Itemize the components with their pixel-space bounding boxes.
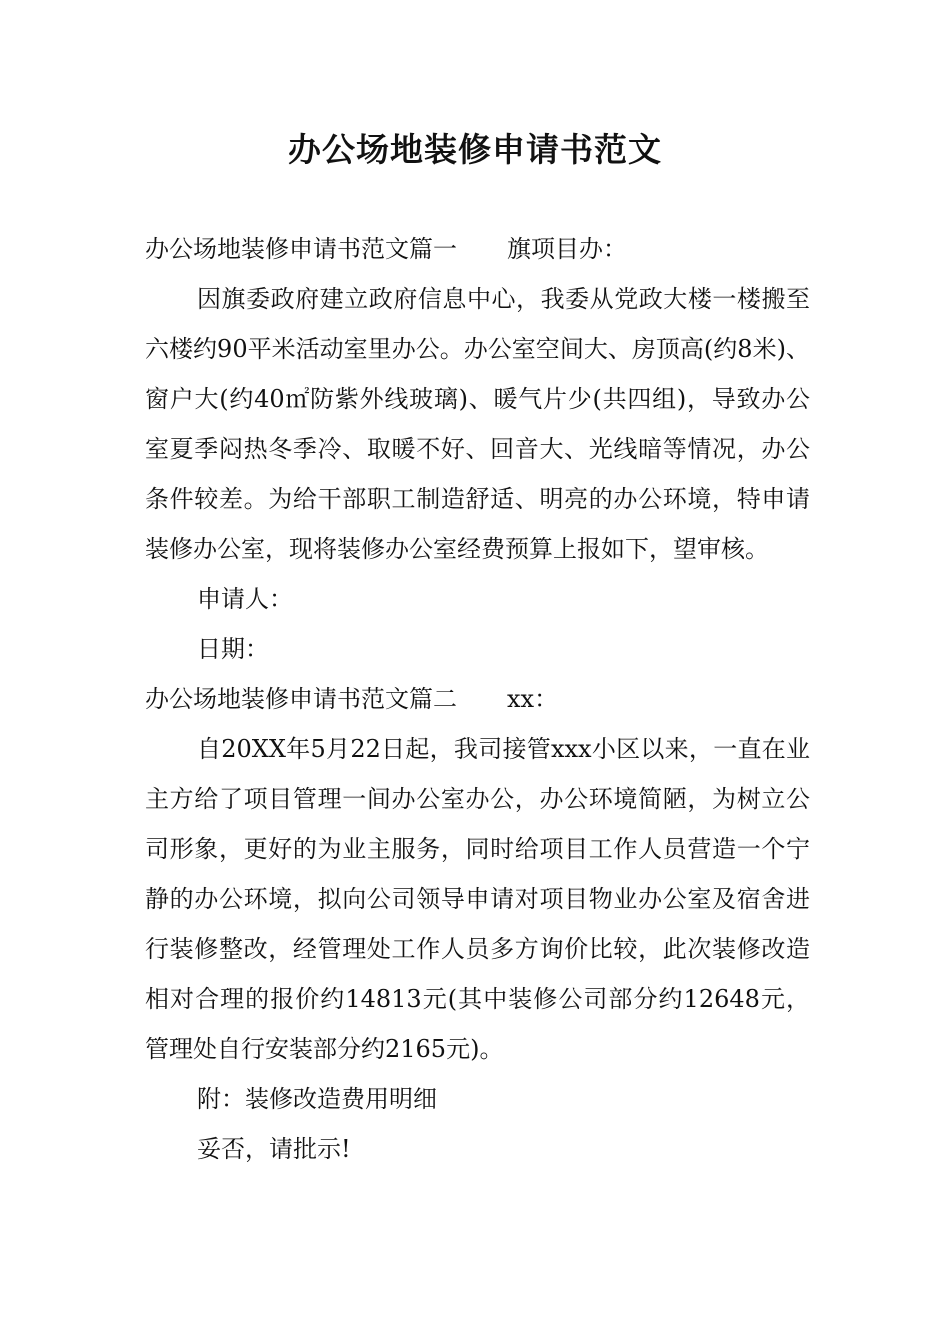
section2-heading: 办公场地装修申请书范文篇二: [145, 685, 457, 713]
section1-addressee: 旗项目办：: [507, 235, 627, 263]
section2-closing: 妥否，请批示!: [197, 1135, 351, 1163]
document-title: 办公场地装修申请书范文: [288, 130, 662, 169]
heading-spacer: [457, 224, 507, 274]
section2-heading-line: [145, 674, 810, 724]
document-body: [145, 224, 810, 1174]
section1-body: 因旗委政府建立政府信息中心，我委从党政大楼一楼搬至六楼约90平米活动室里办公。办公室空间大、房顶高(约8米)、窗户大(约40㎡防紫外线玻璃)、暖气片少(共四组)，导致办公室夏季闷热冬季冷、取暖不好、回音大、光线暗等情况，办公条件较差。为给干部职工制造舒适、明亮的办公环境，特申请装修办公室，现将装修办公室经费预算上报如下，望审核。: [145, 285, 810, 563]
heading-spacer: [457, 674, 507, 724]
section2-attachment: 附：装修改造费用明细: [197, 1085, 437, 1113]
section1-applicant: 申请人：: [197, 585, 293, 613]
section1-date: 日期：: [197, 635, 269, 663]
section1-heading-line: [145, 224, 810, 274]
section2-addressee: xx：: [507, 685, 559, 713]
section2-body: 自20XX年5月22日起，我司接管xxx小区以来，一直在业主方给了项目管理一间办公室办公，办公环境简陋，为树立公司形象，更好的为业主服务，同时给项目工作人员营造一个宁静的办公环境，拟向公司领导申请对项目物业办公室及宿舍进行装修整改，经管理处工作人员多方询价比较，此次装修改造相对合理的报价约14813元(其中装修公司部分约12648元，管理处自行安装部分约2165元)。: [145, 735, 810, 1063]
section1-heading: 办公场地装修申请书范文篇一: [145, 235, 457, 263]
